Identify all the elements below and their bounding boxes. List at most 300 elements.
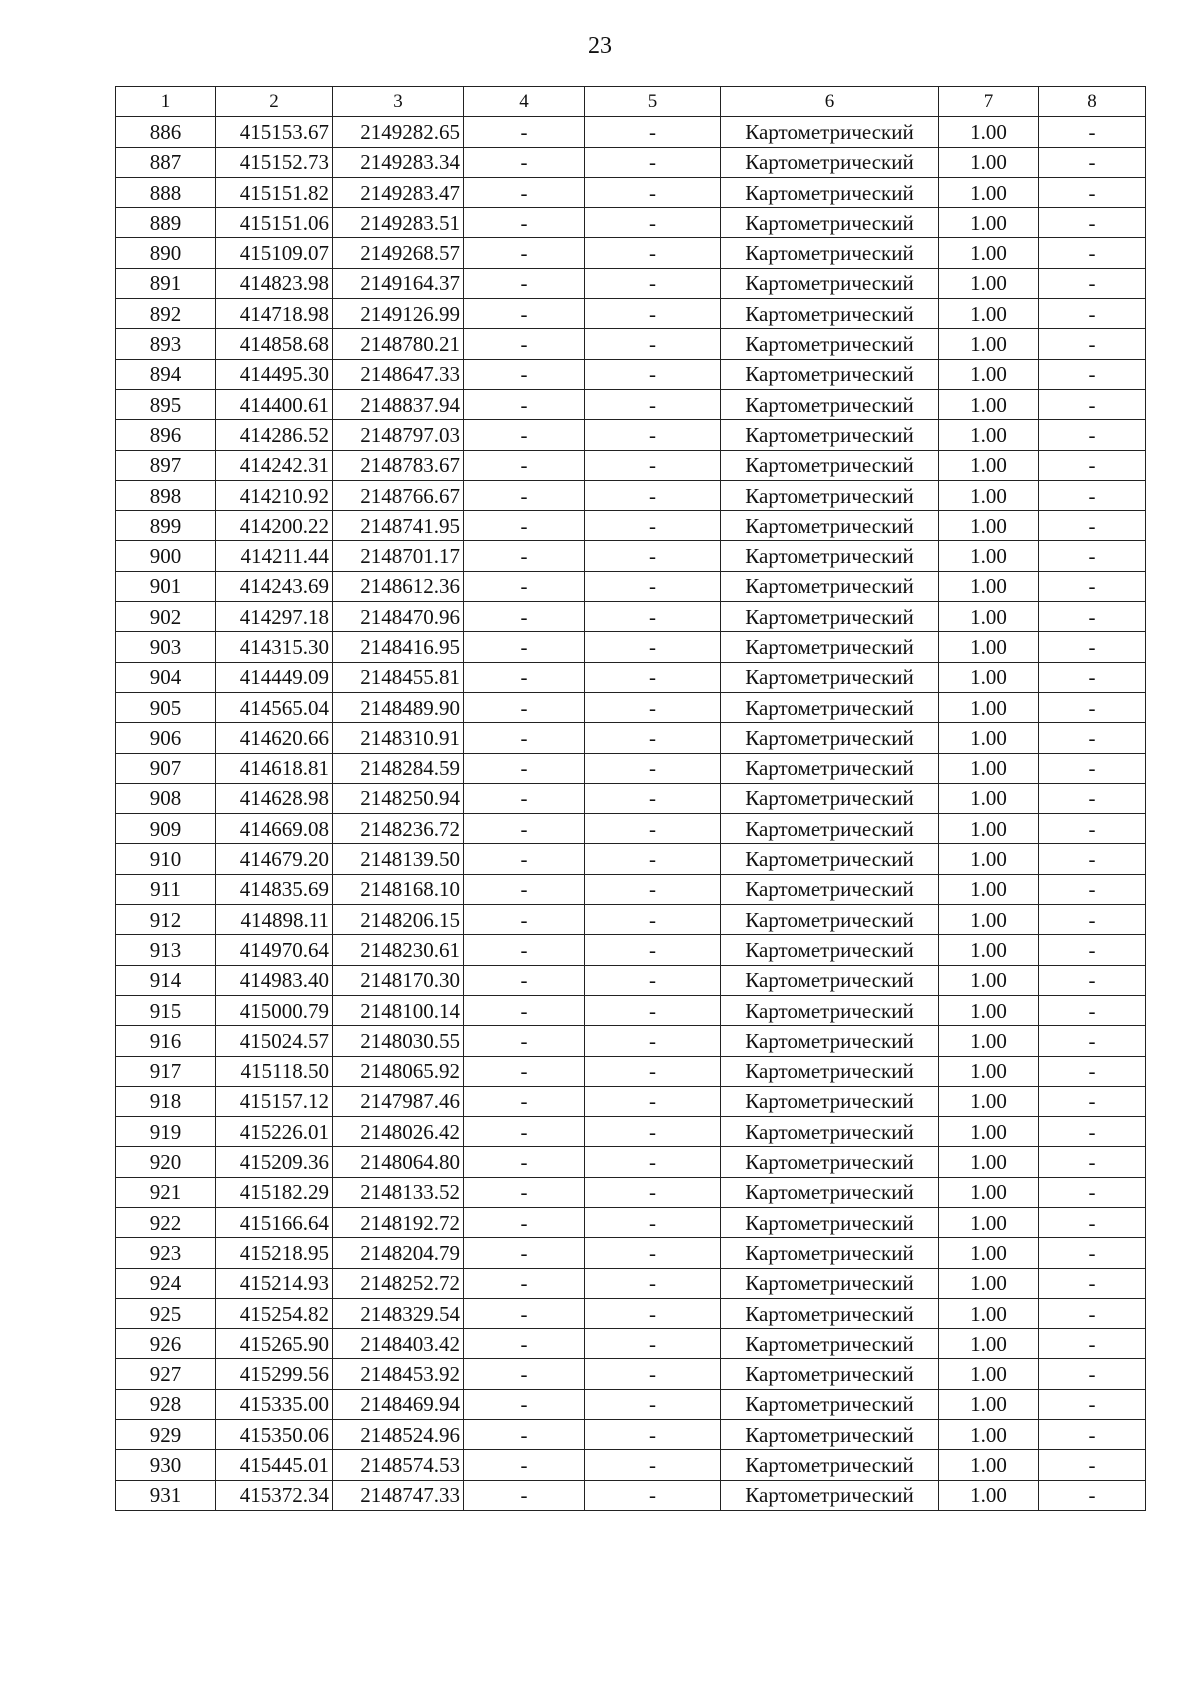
method-cell: Картометрический [721, 1480, 939, 1510]
table-row [116, 1056, 1146, 1086]
method-cell: Картометрический [721, 177, 939, 207]
point-number-cell: 917 [116, 1056, 216, 1086]
column-5-cell: - [585, 965, 721, 995]
y-coordinate-cell: 2148065.92 [333, 1056, 464, 1086]
column-5-cell: - [585, 268, 721, 298]
accuracy-cell: 1.00 [939, 1117, 1039, 1147]
column-8-cell: - [1039, 147, 1146, 177]
column-5-cell: - [585, 450, 721, 480]
table-row [116, 299, 1146, 329]
y-coordinate-cell: 2148455.81 [333, 662, 464, 692]
method-cell: Картометрический [721, 1117, 939, 1147]
column-4-cell: - [464, 147, 585, 177]
accuracy-cell: 1.00 [939, 783, 1039, 813]
point-number-cell: 919 [116, 1117, 216, 1147]
column-4-cell: - [464, 329, 585, 359]
accuracy-cell: 1.00 [939, 692, 1039, 722]
y-coordinate-cell: 2148133.52 [333, 1177, 464, 1207]
column-5-cell: - [585, 1177, 721, 1207]
column-8-cell: - [1039, 299, 1146, 329]
y-coordinate-cell: 2148469.94 [333, 1389, 464, 1419]
method-cell: Картометрический [721, 208, 939, 238]
point-number-cell: 908 [116, 783, 216, 813]
accuracy-cell: 1.00 [939, 571, 1039, 601]
column-4-cell: - [464, 299, 585, 329]
table-row [116, 995, 1146, 1025]
x-coordinate-cell: 414200.22 [216, 511, 333, 541]
column-5-cell: - [585, 632, 721, 662]
method-cell: Картометрический [721, 602, 939, 632]
table-row [116, 905, 1146, 935]
column-5-cell: - [585, 905, 721, 935]
method-cell: Картометрический [721, 1147, 939, 1177]
table-row [116, 147, 1146, 177]
y-coordinate-cell: 2148837.94 [333, 389, 464, 419]
y-coordinate-cell: 2148230.61 [333, 935, 464, 965]
table-row [116, 1389, 1146, 1419]
method-cell: Картометрический [721, 995, 939, 1025]
column-8-cell: - [1039, 389, 1146, 419]
column-8-cell: - [1039, 1298, 1146, 1328]
column-4-cell: - [464, 1389, 585, 1419]
method-cell: Картометрический [721, 389, 939, 419]
table-header-row [116, 87, 1146, 117]
x-coordinate-cell: 414823.98 [216, 268, 333, 298]
column-8-cell: - [1039, 480, 1146, 510]
y-coordinate-cell: 2148284.59 [333, 753, 464, 783]
column-5-cell: - [585, 874, 721, 904]
point-number-cell: 924 [116, 1268, 216, 1298]
table-row [116, 965, 1146, 995]
column-header: 3 [333, 87, 464, 117]
column-4-cell: - [464, 1450, 585, 1480]
method-cell: Картометрический [721, 117, 939, 147]
column-4-cell: - [464, 268, 585, 298]
accuracy-cell: 1.00 [939, 177, 1039, 207]
column-8-cell: - [1039, 662, 1146, 692]
y-coordinate-cell: 2148030.55 [333, 1026, 464, 1056]
column-8-cell: - [1039, 1480, 1146, 1510]
method-cell: Картометрический [721, 935, 939, 965]
method-cell: Картометрический [721, 1450, 939, 1480]
column-5-cell: - [585, 147, 721, 177]
accuracy-cell: 1.00 [939, 1177, 1039, 1207]
x-coordinate-cell: 414679.20 [216, 844, 333, 874]
point-number-cell: 897 [116, 450, 216, 480]
column-5-cell: - [585, 935, 721, 965]
column-4-cell: - [464, 1056, 585, 1086]
column-5-cell: - [585, 662, 721, 692]
y-coordinate-cell: 2148168.10 [333, 874, 464, 904]
point-number-cell: 891 [116, 268, 216, 298]
y-coordinate-cell: 2148252.72 [333, 1268, 464, 1298]
point-number-cell: 899 [116, 511, 216, 541]
table-row [116, 662, 1146, 692]
column-8-cell: - [1039, 1207, 1146, 1237]
table-row [116, 450, 1146, 480]
accuracy-cell: 1.00 [939, 208, 1039, 238]
table-row [116, 935, 1146, 965]
column-4-cell: - [464, 1207, 585, 1237]
column-5-cell: - [585, 177, 721, 207]
column-4-cell: - [464, 1177, 585, 1207]
x-coordinate-cell: 415445.01 [216, 1450, 333, 1480]
column-header: 2 [216, 87, 333, 117]
x-coordinate-cell: 415000.79 [216, 995, 333, 1025]
method-cell: Картометрический [721, 905, 939, 935]
accuracy-cell: 1.00 [939, 450, 1039, 480]
column-8-cell: - [1039, 177, 1146, 207]
column-4-cell: - [464, 723, 585, 753]
point-number-cell: 910 [116, 844, 216, 874]
table-row [116, 1147, 1146, 1177]
column-5-cell: - [585, 1298, 721, 1328]
column-5-cell: - [585, 359, 721, 389]
point-number-cell: 928 [116, 1389, 216, 1419]
y-coordinate-cell: 2148612.36 [333, 571, 464, 601]
method-cell: Картометрический [721, 299, 939, 329]
method-cell: Картометрический [721, 1420, 939, 1450]
table-row [116, 480, 1146, 510]
method-cell: Картометрический [721, 1177, 939, 1207]
method-cell: Картометрический [721, 147, 939, 177]
y-coordinate-cell: 2148453.92 [333, 1359, 464, 1389]
point-number-cell: 907 [116, 753, 216, 783]
column-4-cell: - [464, 632, 585, 662]
column-5-cell: - [585, 1329, 721, 1359]
accuracy-cell: 1.00 [939, 1389, 1039, 1419]
column-4-cell: - [464, 1147, 585, 1177]
point-number-cell: 929 [116, 1420, 216, 1450]
accuracy-cell: 1.00 [939, 844, 1039, 874]
method-cell: Картометрический [721, 662, 939, 692]
accuracy-cell: 1.00 [939, 420, 1039, 450]
x-coordinate-cell: 414449.09 [216, 662, 333, 692]
x-coordinate-cell: 414970.64 [216, 935, 333, 965]
y-coordinate-cell: 2148741.95 [333, 511, 464, 541]
column-header: 6 [721, 87, 939, 117]
y-coordinate-cell: 2148470.96 [333, 602, 464, 632]
x-coordinate-cell: 414297.18 [216, 602, 333, 632]
x-coordinate-cell: 415265.90 [216, 1329, 333, 1359]
x-coordinate-cell: 414898.11 [216, 905, 333, 935]
method-cell: Картометрический [721, 1026, 939, 1056]
y-coordinate-cell: 2149283.51 [333, 208, 464, 238]
point-number-cell: 886 [116, 117, 216, 147]
accuracy-cell: 1.00 [939, 1359, 1039, 1389]
point-number-cell: 925 [116, 1298, 216, 1328]
column-4-cell: - [464, 389, 585, 419]
method-cell: Картометрический [721, 814, 939, 844]
x-coordinate-cell: 415299.56 [216, 1359, 333, 1389]
x-coordinate-cell: 415109.07 [216, 238, 333, 268]
x-coordinate-cell: 415151.06 [216, 208, 333, 238]
column-5-cell: - [585, 1359, 721, 1389]
column-8-cell: - [1039, 844, 1146, 874]
column-8-cell: - [1039, 874, 1146, 904]
method-cell: Картометрический [721, 844, 939, 874]
column-8-cell: - [1039, 1389, 1146, 1419]
column-4-cell: - [464, 602, 585, 632]
x-coordinate-cell: 414983.40 [216, 965, 333, 995]
column-4-cell: - [464, 541, 585, 571]
column-5-cell: - [585, 844, 721, 874]
accuracy-cell: 1.00 [939, 905, 1039, 935]
column-4-cell: - [464, 1420, 585, 1450]
point-number-cell: 893 [116, 329, 216, 359]
table-row [116, 1298, 1146, 1328]
column-5-cell: - [585, 571, 721, 601]
column-8-cell: - [1039, 723, 1146, 753]
accuracy-cell: 1.00 [939, 1268, 1039, 1298]
column-8-cell: - [1039, 692, 1146, 722]
x-coordinate-cell: 414565.04 [216, 692, 333, 722]
method-cell: Картометрический [721, 541, 939, 571]
point-number-cell: 889 [116, 208, 216, 238]
table-row [116, 420, 1146, 450]
column-4-cell: - [464, 1086, 585, 1116]
column-8-cell: - [1039, 359, 1146, 389]
column-4-cell: - [464, 965, 585, 995]
table-row [116, 1359, 1146, 1389]
point-number-cell: 923 [116, 1238, 216, 1268]
column-8-cell: - [1039, 1359, 1146, 1389]
column-8-cell: - [1039, 450, 1146, 480]
column-5-cell: - [585, 1238, 721, 1268]
x-coordinate-cell: 414315.30 [216, 632, 333, 662]
accuracy-cell: 1.00 [939, 602, 1039, 632]
column-4-cell: - [464, 844, 585, 874]
point-number-cell: 930 [116, 1450, 216, 1480]
column-4-cell: - [464, 662, 585, 692]
column-4-cell: - [464, 995, 585, 1025]
y-coordinate-cell: 2148206.15 [333, 905, 464, 935]
method-cell: Картометрический [721, 753, 939, 783]
column-8-cell: - [1039, 753, 1146, 783]
column-5-cell: - [585, 1086, 721, 1116]
accuracy-cell: 1.00 [939, 480, 1039, 510]
accuracy-cell: 1.00 [939, 1207, 1039, 1237]
accuracy-cell: 1.00 [939, 1329, 1039, 1359]
accuracy-cell: 1.00 [939, 874, 1039, 904]
point-number-cell: 905 [116, 692, 216, 722]
column-5-cell: - [585, 1450, 721, 1480]
y-coordinate-cell: 2148416.95 [333, 632, 464, 662]
point-number-cell: 903 [116, 632, 216, 662]
table-body [116, 87, 1146, 1511]
point-number-cell: 894 [116, 359, 216, 389]
column-8-cell: - [1039, 814, 1146, 844]
point-number-cell: 906 [116, 723, 216, 753]
column-8-cell: - [1039, 1450, 1146, 1480]
column-5-cell: - [585, 1389, 721, 1419]
column-8-cell: - [1039, 1177, 1146, 1207]
y-coordinate-cell: 2148064.80 [333, 1147, 464, 1177]
method-cell: Картометрический [721, 1238, 939, 1268]
accuracy-cell: 1.00 [939, 329, 1039, 359]
accuracy-cell: 1.00 [939, 147, 1039, 177]
point-number-cell: 896 [116, 420, 216, 450]
method-cell: Картометрический [721, 1389, 939, 1419]
column-8-cell: - [1039, 117, 1146, 147]
y-coordinate-cell: 2148204.79 [333, 1238, 464, 1268]
point-number-cell: 918 [116, 1086, 216, 1116]
column-4-cell: - [464, 753, 585, 783]
column-4-cell: - [464, 450, 585, 480]
point-number-cell: 898 [116, 480, 216, 510]
column-5-cell: - [585, 389, 721, 419]
column-8-cell: - [1039, 602, 1146, 632]
method-cell: Картометрический [721, 450, 939, 480]
column-5-cell: - [585, 753, 721, 783]
x-coordinate-cell: 414243.69 [216, 571, 333, 601]
column-4-cell: - [464, 1238, 585, 1268]
method-cell: Картометрический [721, 329, 939, 359]
column-4-cell: - [464, 692, 585, 722]
point-number-cell: 931 [116, 1480, 216, 1510]
column-5-cell: - [585, 1056, 721, 1086]
y-coordinate-cell: 2149283.34 [333, 147, 464, 177]
accuracy-cell: 1.00 [939, 1026, 1039, 1056]
column-8-cell: - [1039, 1147, 1146, 1177]
column-5-cell: - [585, 1147, 721, 1177]
column-4-cell: - [464, 1298, 585, 1328]
y-coordinate-cell: 2148766.67 [333, 480, 464, 510]
point-number-cell: 902 [116, 602, 216, 632]
y-coordinate-cell: 2148192.72 [333, 1207, 464, 1237]
point-number-cell: 904 [116, 662, 216, 692]
method-cell: Картометрический [721, 1268, 939, 1298]
column-8-cell: - [1039, 1420, 1146, 1450]
column-8-cell: - [1039, 995, 1146, 1025]
column-5-cell: - [585, 208, 721, 238]
y-coordinate-cell: 2147987.46 [333, 1086, 464, 1116]
column-4-cell: - [464, 480, 585, 510]
method-cell: Картометрический [721, 268, 939, 298]
x-coordinate-cell: 414858.68 [216, 329, 333, 359]
column-8-cell: - [1039, 511, 1146, 541]
column-8-cell: - [1039, 571, 1146, 601]
column-8-cell: - [1039, 329, 1146, 359]
method-cell: Картометрический [721, 571, 939, 601]
point-number-cell: 927 [116, 1359, 216, 1389]
column-4-cell: - [464, 1117, 585, 1147]
point-number-cell: 887 [116, 147, 216, 177]
table-row [116, 1238, 1146, 1268]
y-coordinate-cell: 2149164.37 [333, 268, 464, 298]
x-coordinate-cell: 415254.82 [216, 1298, 333, 1328]
point-number-cell: 921 [116, 1177, 216, 1207]
column-8-cell: - [1039, 1026, 1146, 1056]
method-cell: Картометрический [721, 511, 939, 541]
y-coordinate-cell: 2148797.03 [333, 420, 464, 450]
table-row [116, 602, 1146, 632]
column-8-cell: - [1039, 935, 1146, 965]
point-number-cell: 914 [116, 965, 216, 995]
x-coordinate-cell: 414835.69 [216, 874, 333, 904]
method-cell: Картометрический [721, 1359, 939, 1389]
y-coordinate-cell: 2148574.53 [333, 1450, 464, 1480]
column-4-cell: - [464, 117, 585, 147]
column-5-cell: - [585, 420, 721, 450]
method-cell: Картометрический [721, 359, 939, 389]
accuracy-cell: 1.00 [939, 995, 1039, 1025]
column-5-cell: - [585, 995, 721, 1025]
table-row [116, 117, 1146, 147]
point-number-cell: 892 [116, 299, 216, 329]
point-number-cell: 911 [116, 874, 216, 904]
x-coordinate-cell: 415214.93 [216, 1268, 333, 1298]
point-number-cell: 913 [116, 935, 216, 965]
column-8-cell: - [1039, 1117, 1146, 1147]
accuracy-cell: 1.00 [939, 935, 1039, 965]
x-coordinate-cell: 415118.50 [216, 1056, 333, 1086]
column-5-cell: - [585, 1480, 721, 1510]
method-cell: Картометрический [721, 238, 939, 268]
y-coordinate-cell: 2148489.90 [333, 692, 464, 722]
x-coordinate-cell: 415226.01 [216, 1117, 333, 1147]
accuracy-cell: 1.00 [939, 1147, 1039, 1177]
method-cell: Картометрический [721, 1086, 939, 1116]
x-coordinate-cell: 414628.98 [216, 783, 333, 813]
column-5-cell: - [585, 783, 721, 813]
y-coordinate-cell: 2149268.57 [333, 238, 464, 268]
accuracy-cell: 1.00 [939, 1450, 1039, 1480]
column-5-cell: - [585, 541, 721, 571]
column-header: 1 [116, 87, 216, 117]
column-5-cell: - [585, 238, 721, 268]
column-5-cell: - [585, 723, 721, 753]
x-coordinate-cell: 415024.57 [216, 1026, 333, 1056]
point-number-cell: 909 [116, 814, 216, 844]
column-4-cell: - [464, 238, 585, 268]
column-5-cell: - [585, 480, 721, 510]
column-5-cell: - [585, 692, 721, 722]
table-row [116, 359, 1146, 389]
y-coordinate-cell: 2148747.33 [333, 1480, 464, 1510]
y-coordinate-cell: 2148783.67 [333, 450, 464, 480]
table-row [116, 814, 1146, 844]
column-header: 7 [939, 87, 1039, 117]
x-coordinate-cell: 415157.12 [216, 1086, 333, 1116]
column-5-cell: - [585, 117, 721, 147]
method-cell: Картометрический [721, 692, 939, 722]
column-5-cell: - [585, 1420, 721, 1450]
x-coordinate-cell: 415218.95 [216, 1238, 333, 1268]
y-coordinate-cell: 2148780.21 [333, 329, 464, 359]
accuracy-cell: 1.00 [939, 1238, 1039, 1268]
table-row [116, 692, 1146, 722]
accuracy-cell: 1.00 [939, 1420, 1039, 1450]
x-coordinate-cell: 415152.73 [216, 147, 333, 177]
table-row [116, 329, 1146, 359]
point-number-cell: 895 [116, 389, 216, 419]
column-4-cell: - [464, 1026, 585, 1056]
x-coordinate-cell: 415166.64 [216, 1207, 333, 1237]
column-8-cell: - [1039, 1086, 1146, 1116]
column-4-cell: - [464, 1268, 585, 1298]
accuracy-cell: 1.00 [939, 662, 1039, 692]
y-coordinate-cell: 2149283.47 [333, 177, 464, 207]
accuracy-cell: 1.00 [939, 1086, 1039, 1116]
column-8-cell: - [1039, 268, 1146, 298]
y-coordinate-cell: 2148701.17 [333, 541, 464, 571]
column-5-cell: - [585, 329, 721, 359]
y-coordinate-cell: 2148403.42 [333, 1329, 464, 1359]
table-row [116, 511, 1146, 541]
table-row [116, 1480, 1146, 1510]
point-number-cell: 926 [116, 1329, 216, 1359]
